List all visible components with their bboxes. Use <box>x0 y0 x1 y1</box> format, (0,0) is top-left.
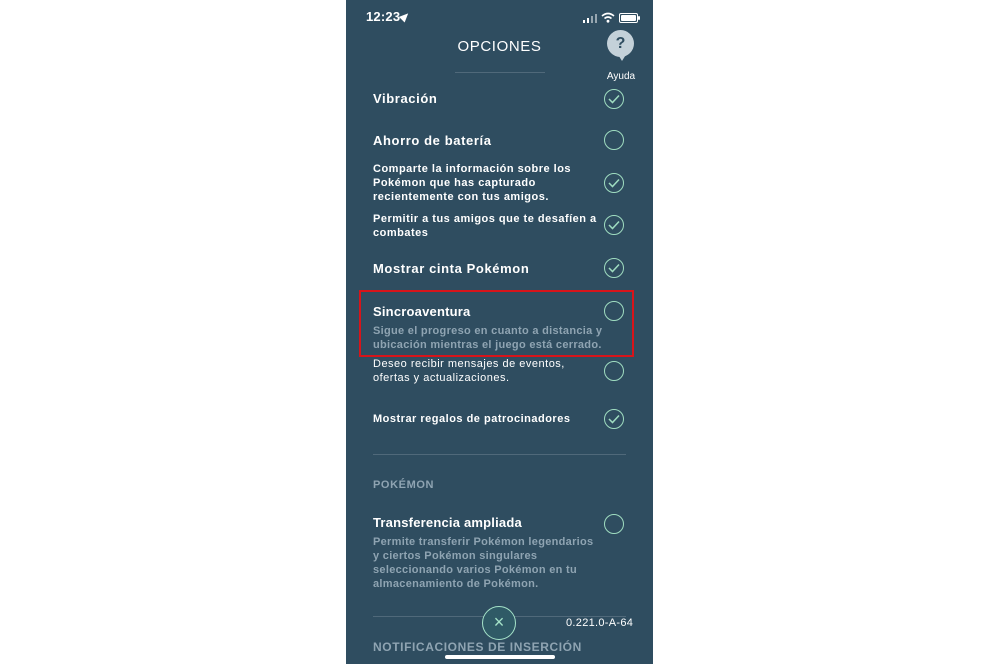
option-label: Comparte la información sobre los Pokémon que has capturado recientemente con tus amigos. <box>373 163 572 203</box>
version-label: 0.221.0-A-64 <box>566 617 634 629</box>
checkmark-icon <box>608 94 620 104</box>
home-indicator[interactable] <box>445 655 555 659</box>
checkmark-icon <box>608 414 620 424</box>
battery-icon <box>619 13 638 23</box>
checkmark-icon <box>608 220 620 230</box>
option-label: Permitir a tus amigos que te desafíen a combates <box>373 213 597 239</box>
section-divider <box>373 454 626 455</box>
section-title-pokemon: POKÉMON <box>373 479 435 491</box>
option-expanded-transfer <box>373 515 603 591</box>
cell-signal-icon <box>583 13 597 23</box>
highlight-box <box>359 290 634 357</box>
battery-saver-checkbox[interactable] <box>604 130 624 150</box>
option-label: Ahorro de batería <box>373 133 492 148</box>
option-vibration <box>373 91 603 107</box>
option-description: Permite transferir Pokémon legendarios y ciertos Pokémon singulares seleccionando varios Pokémon en tu almacenamiento de Pokémon. <box>373 536 594 590</box>
question-icon: ? <box>607 30 634 57</box>
expanded-transfer-checkbox[interactable] <box>604 514 624 534</box>
option-show-ribbon <box>373 261 603 277</box>
checkmark-icon <box>608 263 620 273</box>
option-label: Sincroaventura <box>373 304 471 319</box>
option-label: Mostrar regalos de patrocinadores <box>373 413 571 425</box>
checkmark-icon <box>608 178 620 188</box>
option-label: Mostrar cinta Pokémon <box>373 261 530 276</box>
help-button[interactable] <box>606 30 636 64</box>
option-friend-battles <box>373 212 603 240</box>
option-share-caught <box>373 162 603 204</box>
option-label: Deseo recibir mensajes de eventos, ofertas y actualizaciones. <box>373 358 565 384</box>
share-caught-checkbox[interactable] <box>604 173 624 193</box>
option-battery-saver <box>373 133 603 149</box>
show-ribbon-checkbox[interactable] <box>604 258 624 278</box>
option-sponsor-gifts <box>373 412 603 426</box>
vibration-checkbox[interactable] <box>604 89 624 109</box>
options-list <box>346 82 653 664</box>
option-event-messages <box>373 357 603 385</box>
sponsor-gifts-checkbox[interactable] <box>604 409 624 429</box>
status-time: 12:23 <box>366 9 401 24</box>
option-label: Transferencia ampliada <box>373 515 522 530</box>
option-description: Sigue el progreso en cuanto a distancia y ubicación mientras el juego está cerrado. <box>373 325 603 351</box>
close-button[interactable]: × <box>482 606 516 640</box>
status-bar <box>346 0 653 34</box>
event-messages-checkbox[interactable] <box>604 361 624 381</box>
friend-battles-checkbox[interactable] <box>604 215 624 235</box>
wifi-icon <box>601 12 615 23</box>
option-label: Vibración <box>373 91 438 106</box>
header-divider <box>455 72 545 73</box>
help-bubble-tail <box>617 53 627 61</box>
location-arrow-icon <box>399 10 411 22</box>
section-title-push-notifications: NOTIFICACIONES DE INSERCIÓN <box>373 640 582 654</box>
page-title: OPCIONES <box>457 38 542 55</box>
help-label[interactable]: Ayuda <box>606 71 636 82</box>
